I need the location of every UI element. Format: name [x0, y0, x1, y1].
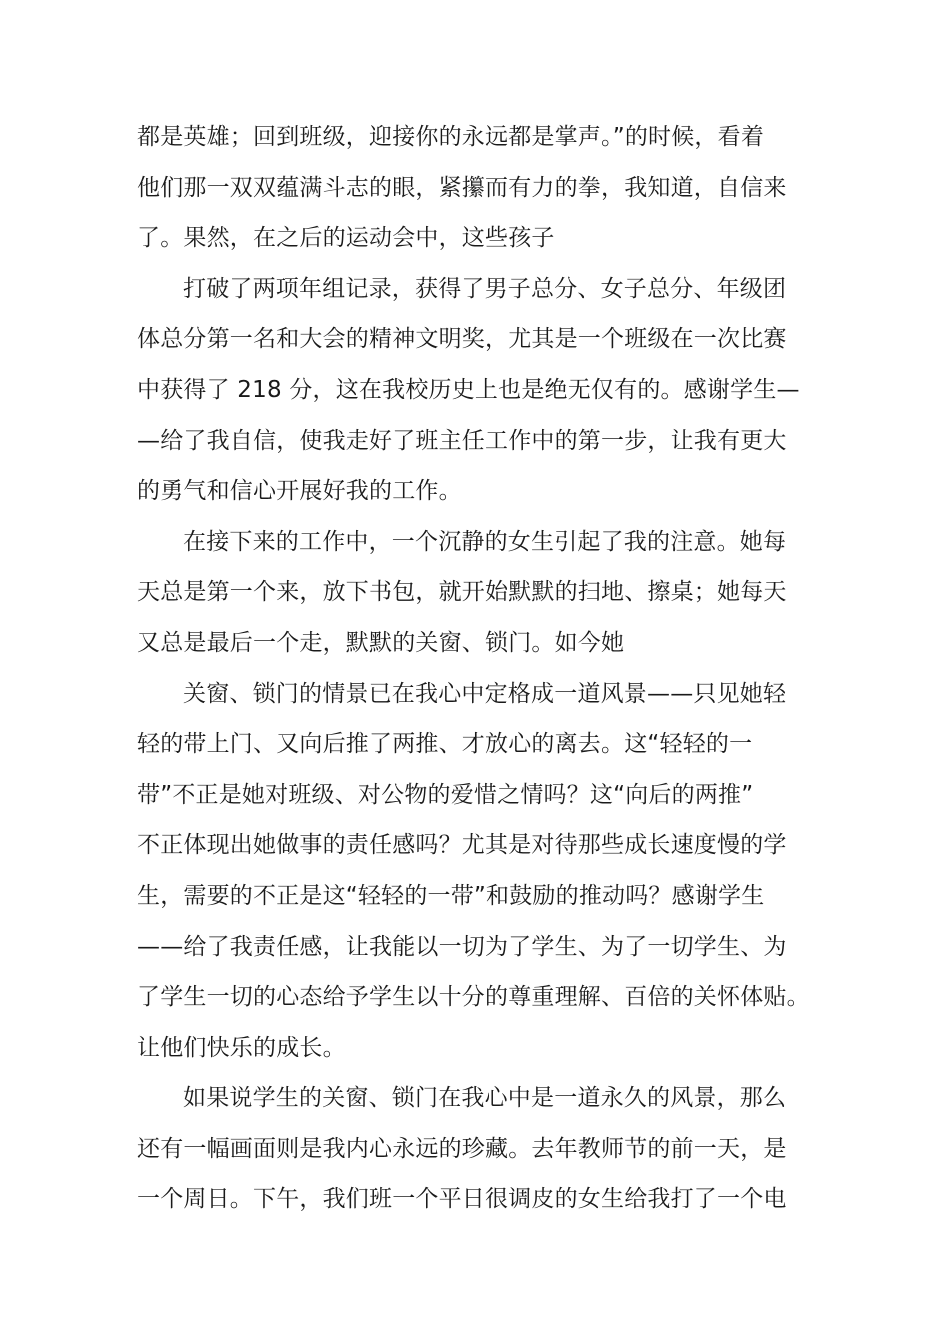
- text-line: 轻的带上门、又向后推了两推、才放心的离去。这“轻轻的一: [137, 731, 753, 758]
- text-line: 生，需要的不正是这“轻轻的一带”和鼓励的推动吗？感谢学生: [137, 882, 765, 909]
- text-line: 的勇气和信心开展好我的工作。: [137, 478, 462, 505]
- text-line: —给了我自信，使我走好了班主任工作中的第一步，让我有更大: [137, 427, 787, 454]
- text-line: 了。果然，在之后的运动会中，这些孩子: [137, 225, 555, 252]
- text-line: ——给了我责任感，让我能以一切为了学生、为了一切学生、为: [137, 933, 787, 960]
- paragraph-first-line: 打破了两项年组记录，获得了男子总分、女子总分、年级团: [183, 275, 787, 302]
- text-line: 都是英雄；回到班级，迎接你的永远都是掌声。”的时候，看着: [137, 124, 765, 150]
- paragraph-first-line: 在接下来的工作中，一个沉静的女生引起了我的注意。她每: [183, 528, 787, 555]
- body-text: [137, 112, 837, 1225]
- text-line: 体总分第一名和大会的精神文明奖，尤其是一个班级在一次比赛: [137, 326, 787, 353]
- text-line: 让他们快乐的成长。: [137, 1034, 346, 1061]
- text-line: 还有一幅画面则是我内心永远的珍藏。去年教师节的前一天，是: [137, 1135, 787, 1162]
- text-line: 了学生一切的心态给予学生以十分的尊重理解、百倍的关怀体贴。: [137, 984, 810, 1011]
- text-line: 他们那一双双蕴满斗志的眼，紧攥而有力的拳，我知道，自信来: [137, 174, 787, 201]
- text-line: 中获得了 218 分，这在我校历史上也是绝无仅有的。感谢学生—: [137, 376, 800, 403]
- paragraph-first-line: 如果说学生的关窗、锁门在我心中是一道永久的风景，那么: [183, 1085, 787, 1112]
- text-line: 带”不正是她对班级、对公物的爱惜之情吗？这“向后的两推”: [137, 781, 754, 808]
- text-line: 一个周日。下午，我们班一个平日很调皮的女生给我打了一个电: [137, 1186, 787, 1213]
- paragraph-first-line: 关窗、锁门的情景已在我心中定格成一道风景——只见她轻: [183, 680, 787, 707]
- text-line: 不正体现出她做事的责任感吗？尤其是对待那些成长速度慢的学: [137, 832, 787, 859]
- text-line: 又总是最后一个走，默默的关窗、锁门。如今她: [137, 629, 625, 656]
- text-line: 天总是第一个来，放下书包，就开始默默的扫地、擦桌；她每天: [137, 579, 787, 606]
